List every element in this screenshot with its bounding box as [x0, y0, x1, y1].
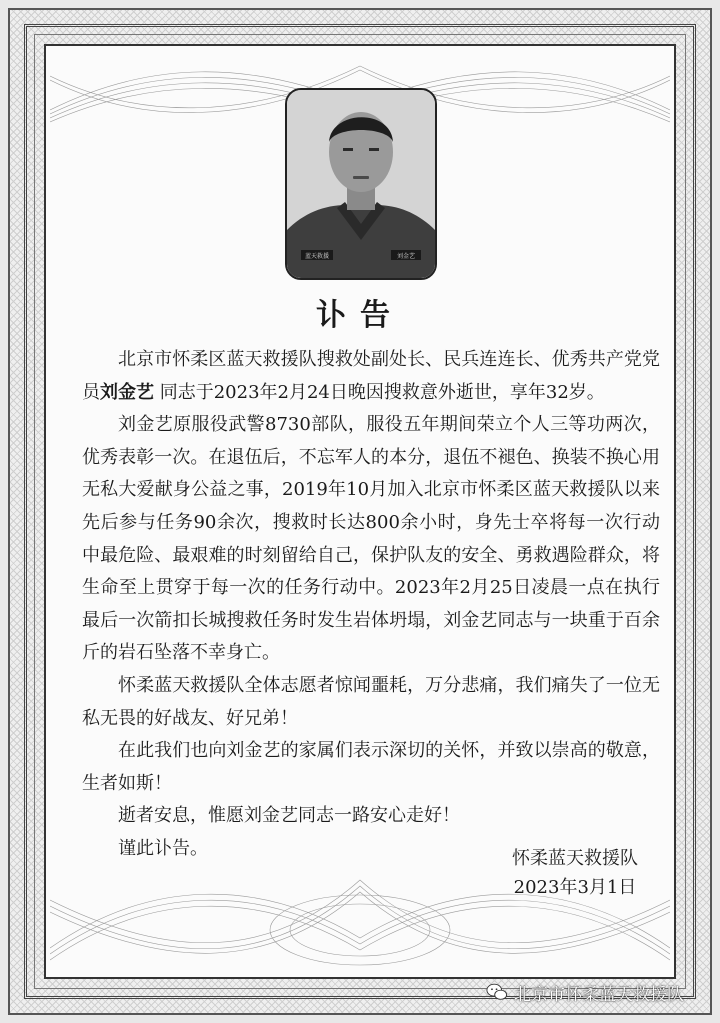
deceased-name: 刘金艺	[100, 381, 154, 403]
signature-org: 怀柔蓝天救援队	[512, 848, 638, 869]
paragraph-4: 在此我们也向刘金艺的家属们表示深切的关怀，并致以崇高的敬意，生者如斯！	[82, 740, 660, 794]
notice-title: 讣告	[316, 298, 404, 333]
portrait-photo	[285, 88, 437, 280]
notice-body	[82, 344, 660, 866]
paragraph-1	[82, 344, 660, 409]
paragraph-5: 逝者安息，惟愿刘金艺同志一路安心走好！	[118, 805, 460, 827]
signature-date: 2023年3月1日	[513, 877, 637, 898]
wechat-watermark	[486, 978, 712, 1006]
paragraph-1-prefix: 北京市怀柔区蓝天救援队搜救处副处长、民兵连连长、优秀共产党党员	[82, 349, 660, 403]
paragraph-1-suffix: 同志于2023年2月24日晚因搜救意外逝世，享年32岁。	[154, 381, 605, 403]
patch-left-label: 蓝天救援	[304, 253, 330, 260]
paragraph-2: 刘金艺原服役武警8730部队，服役五年期间荣立个人三等功两次，优秀表彰一次。在退伍后，不忘军人的本分，退伍不褪色、换装不换心用无私大爱献身公益之事，2019年10月加入北京市怀柔区蓝天救援队以来先后参与任务90余次，搜救时长达800余小时，身先士卒将每一次行动中最危险、最艰难的时刻留给自己，保护队友的安全、勇救遇险群众，将生命至上贯穿于每一次的任务行动中。2023年2月25日凌晨一点在执行最后一次箭扣长城搜救任务时发生岩体坍塌，刘金艺同志与一块重于百余斤的岩石坠落不幸身亡。	[82, 414, 660, 664]
signature-block	[512, 844, 638, 902]
wechat-icon	[486, 981, 508, 1003]
paragraph-3: 怀柔蓝天救援队全体志愿者惊闻噩耗，万分悲痛，我们痛失了一位无私无畏的好战友、好兄弟！	[82, 674, 660, 729]
watermark-text: 北京市怀柔蓝天救援队	[514, 984, 684, 1005]
paragraph-6: 谨此讣告。	[118, 837, 208, 859]
patch-right-label: 刘金艺	[396, 253, 416, 260]
